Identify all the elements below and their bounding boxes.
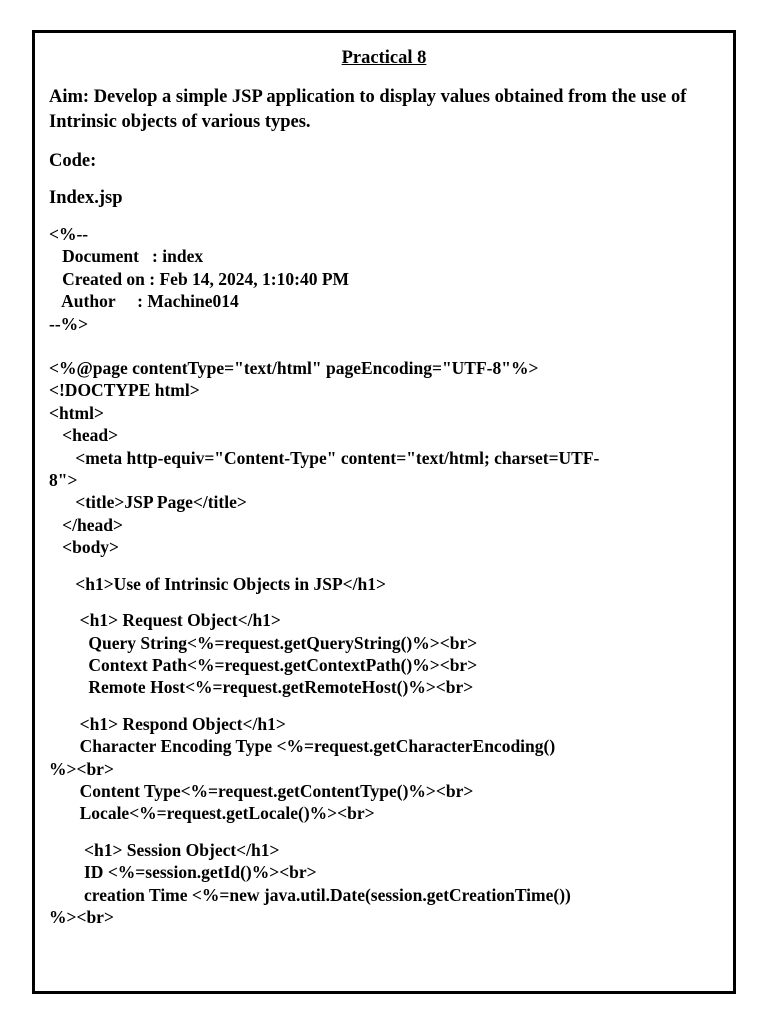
code-line: <meta http-equiv="Content-Type" content="text/html; charset=UTF-: [49, 447, 600, 468]
code-line: <body>: [49, 537, 120, 558]
code-line: --%>: [49, 313, 89, 334]
code-block-heading: [49, 573, 719, 595]
code-line: <h1> Respond Object</h1>: [49, 713, 286, 734]
code-line: 8">: [49, 470, 78, 491]
code-line: Created on : Feb 14, 2024, 1:10:40 PM: [49, 268, 350, 289]
code-line: </head>: [49, 514, 123, 535]
code-line: %><br>: [49, 758, 114, 779]
code-line: Context Path<%=request.getContextPath()%><br>: [49, 654, 478, 675]
code-line: Remote Host<%=request.getRemoteHost()%><br>: [49, 677, 474, 698]
code-line: <head>: [49, 425, 119, 446]
code-line: Document : index: [49, 246, 204, 267]
code-line: <h1> Session Object</h1>: [49, 839, 280, 860]
code-line: Author : Machine014: [49, 291, 239, 312]
code-line: creation Time <%=new java.util.Date(session.getCreationTime()): [49, 884, 571, 905]
code-line: Query String<%=request.getQueryString()%><br>: [49, 632, 478, 653]
code-line: ID <%=session.getId()%><br>: [49, 862, 317, 883]
code-line: <%@page contentType="text/html" pageEncoding="UTF-8"%>: [49, 358, 539, 379]
code-line: <title>JSP Page</title>: [49, 492, 247, 513]
code-block-header-comment: [49, 223, 719, 335]
code-line: <h1> Request Object</h1>: [49, 610, 281, 631]
code-line: <h1>Use of Intrinsic Objects in JSP</h1>: [49, 573, 386, 594]
document-content: [49, 45, 719, 942]
code-block-request-object: [49, 609, 719, 699]
code-block-respond-object: [49, 713, 719, 825]
code-block-session-object: [49, 839, 719, 929]
code-line: Content Type<%=request.getContentType()%><br>: [49, 780, 474, 801]
document-title: Practical 8: [341, 48, 427, 68]
page-frame: [32, 30, 736, 994]
code-line: Character Encoding Type <%=request.getCharacterEncoding(): [49, 736, 556, 757]
aim-paragraph: Aim: Develop a simple JSP application to display values obtained from the use of Intrinsic objects of various types.: [49, 87, 687, 132]
code-line: <!DOCTYPE html>: [49, 380, 200, 401]
code-block-html-head: [49, 357, 719, 559]
code-line: <html>: [49, 402, 104, 423]
code-label: Code:: [49, 151, 97, 171]
code-line: %><br>: [49, 906, 114, 927]
code-line: <%--: [49, 224, 89, 244]
code-line: Locale<%=request.getLocale()%><br>: [49, 803, 375, 824]
file-label: Index.jsp: [49, 188, 123, 208]
